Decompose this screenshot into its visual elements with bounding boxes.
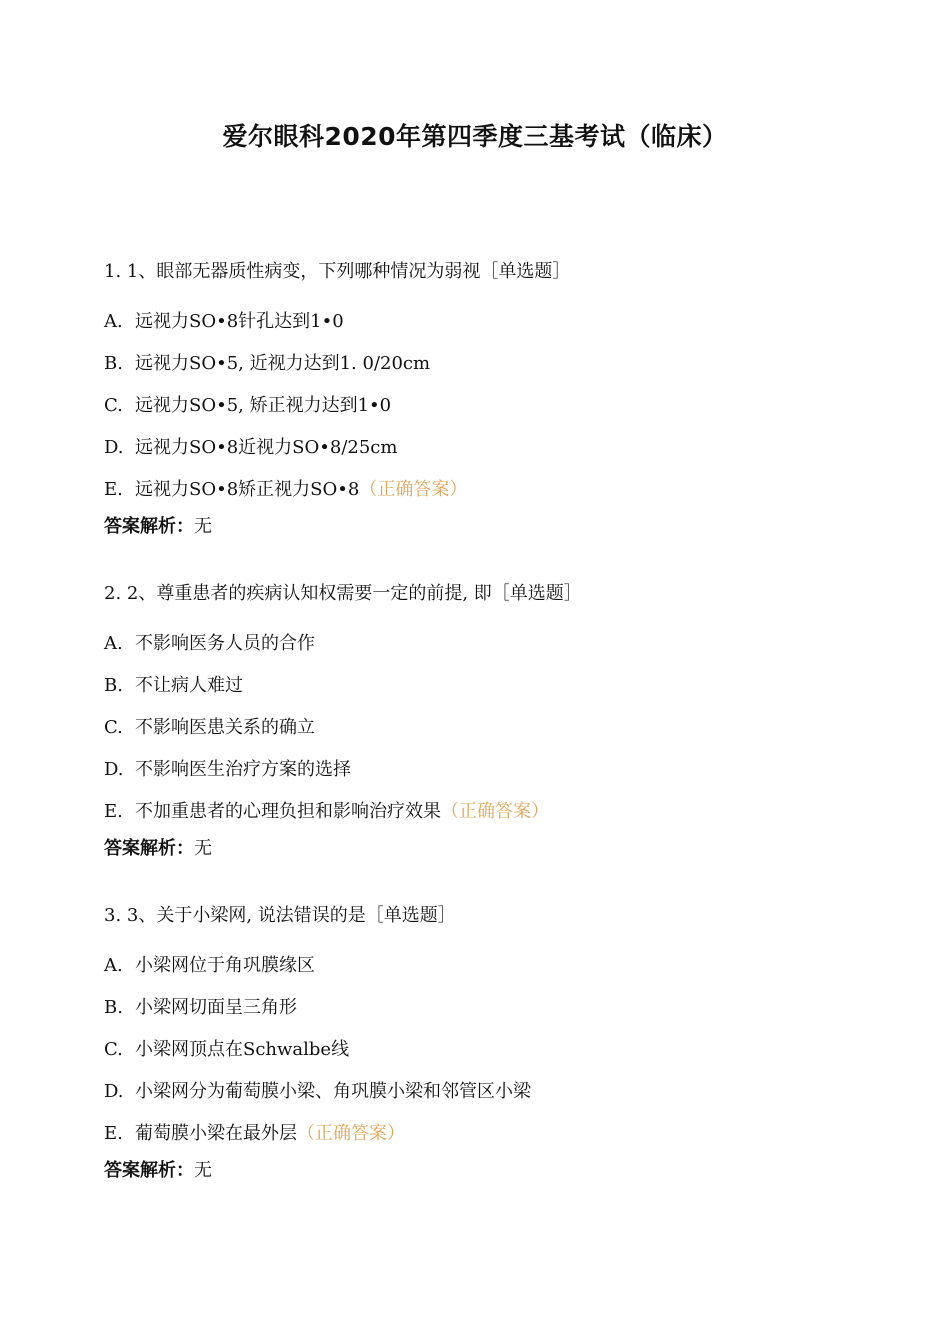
option-text: 远视力SO•8针孔达到1•0 <box>135 311 344 332</box>
analysis-text: 无 <box>194 838 212 859</box>
option-text: 不影响医务人员的合作 <box>135 633 315 654</box>
option-text: 不加重患者的心理负担和影响治疗效果 <box>135 801 441 822</box>
option-text: 小梁网位于角巩膜缘区 <box>135 955 315 976</box>
option-text: 不影响医患关系的确立 <box>135 717 315 738</box>
analysis-text: 无 <box>194 1160 212 1181</box>
option-text: 远视力SO•5, 近视力达到1. 0/20cm <box>135 353 431 374</box>
option-letter: D. <box>104 759 124 780</box>
option-letter: C. <box>104 395 123 416</box>
option-letter: B. <box>104 997 123 1018</box>
question-1 <box>104 258 864 541</box>
option-d <box>104 756 864 784</box>
option-letter: C. <box>104 1039 123 1060</box>
option-text: 远视力SO•8近视力SO•8/25cm <box>135 437 398 458</box>
question-stem: 1. 1、眼部无器质性病变，下列哪种情况为弱视［单选题］ <box>104 261 571 282</box>
option-list <box>104 308 864 504</box>
option-text: 葡萄膜小梁在最外层 <box>135 1123 297 1144</box>
option-letter: B. <box>104 675 123 696</box>
answer-analysis <box>104 1157 864 1185</box>
question-stem: 3. 3、关于小梁网, 说法错误的是［单选题］ <box>104 905 456 926</box>
question-2 <box>104 580 864 863</box>
option-b <box>104 672 864 700</box>
option-d <box>104 1078 864 1106</box>
option-letter: A. <box>104 955 123 976</box>
page-title: 爱尔眼科2020年第四季度三基考试（临床） <box>222 122 728 151</box>
option-list <box>104 952 864 1148</box>
question-stem: 2. 2、尊重患者的疾病认知权需要一定的前提, 即［单选题］ <box>104 583 582 604</box>
option-letter: E. <box>104 1123 123 1144</box>
option-letter: A. <box>104 311 123 332</box>
option-c <box>104 392 864 420</box>
option-list <box>104 630 864 826</box>
option-letter: E. <box>104 801 123 822</box>
option-letter: D. <box>104 1081 124 1102</box>
answer-analysis <box>104 513 864 541</box>
option-a <box>104 630 864 658</box>
option-d <box>104 434 864 462</box>
option-b <box>104 350 864 378</box>
option-text: 不影响医生治疗方案的选择 <box>135 759 351 780</box>
option-letter: A. <box>104 633 123 654</box>
analysis-label: 答案解析： <box>104 1160 194 1181</box>
option-e <box>104 798 864 826</box>
option-e <box>104 476 864 504</box>
analysis-label: 答案解析： <box>104 516 194 537</box>
correct-answer-tag: （正确答案） <box>297 1123 405 1144</box>
analysis-label: 答案解析： <box>104 838 194 859</box>
option-letter: B. <box>104 353 123 374</box>
option-c <box>104 1036 864 1064</box>
option-text: 不让病人难过 <box>135 675 243 696</box>
option-a <box>104 952 864 980</box>
option-text: 小梁网分为葡萄膜小梁、角巩膜小梁和邻管区小梁 <box>135 1081 531 1102</box>
correct-answer-tag: （正确答案） <box>441 801 549 822</box>
option-c <box>104 714 864 742</box>
option-text: 远视力SO•8矫正视力SO•8 <box>135 479 360 500</box>
option-text: 远视力SO•5, 矫正视力达到1•0 <box>135 395 392 416</box>
option-text: 小梁网顶点在Schwalbe线 <box>135 1039 350 1060</box>
option-letter: C. <box>104 717 123 738</box>
option-b <box>104 994 864 1022</box>
option-letter: D. <box>104 437 124 458</box>
option-letter: E. <box>104 479 123 500</box>
correct-answer-tag: （正确答案） <box>359 479 468 500</box>
option-a <box>104 308 864 336</box>
answer-analysis <box>104 835 864 863</box>
option-text: 小梁网切面呈三角形 <box>135 997 297 1018</box>
option-e <box>104 1120 864 1148</box>
question-3 <box>104 902 864 1185</box>
analysis-text: 无 <box>194 516 212 537</box>
